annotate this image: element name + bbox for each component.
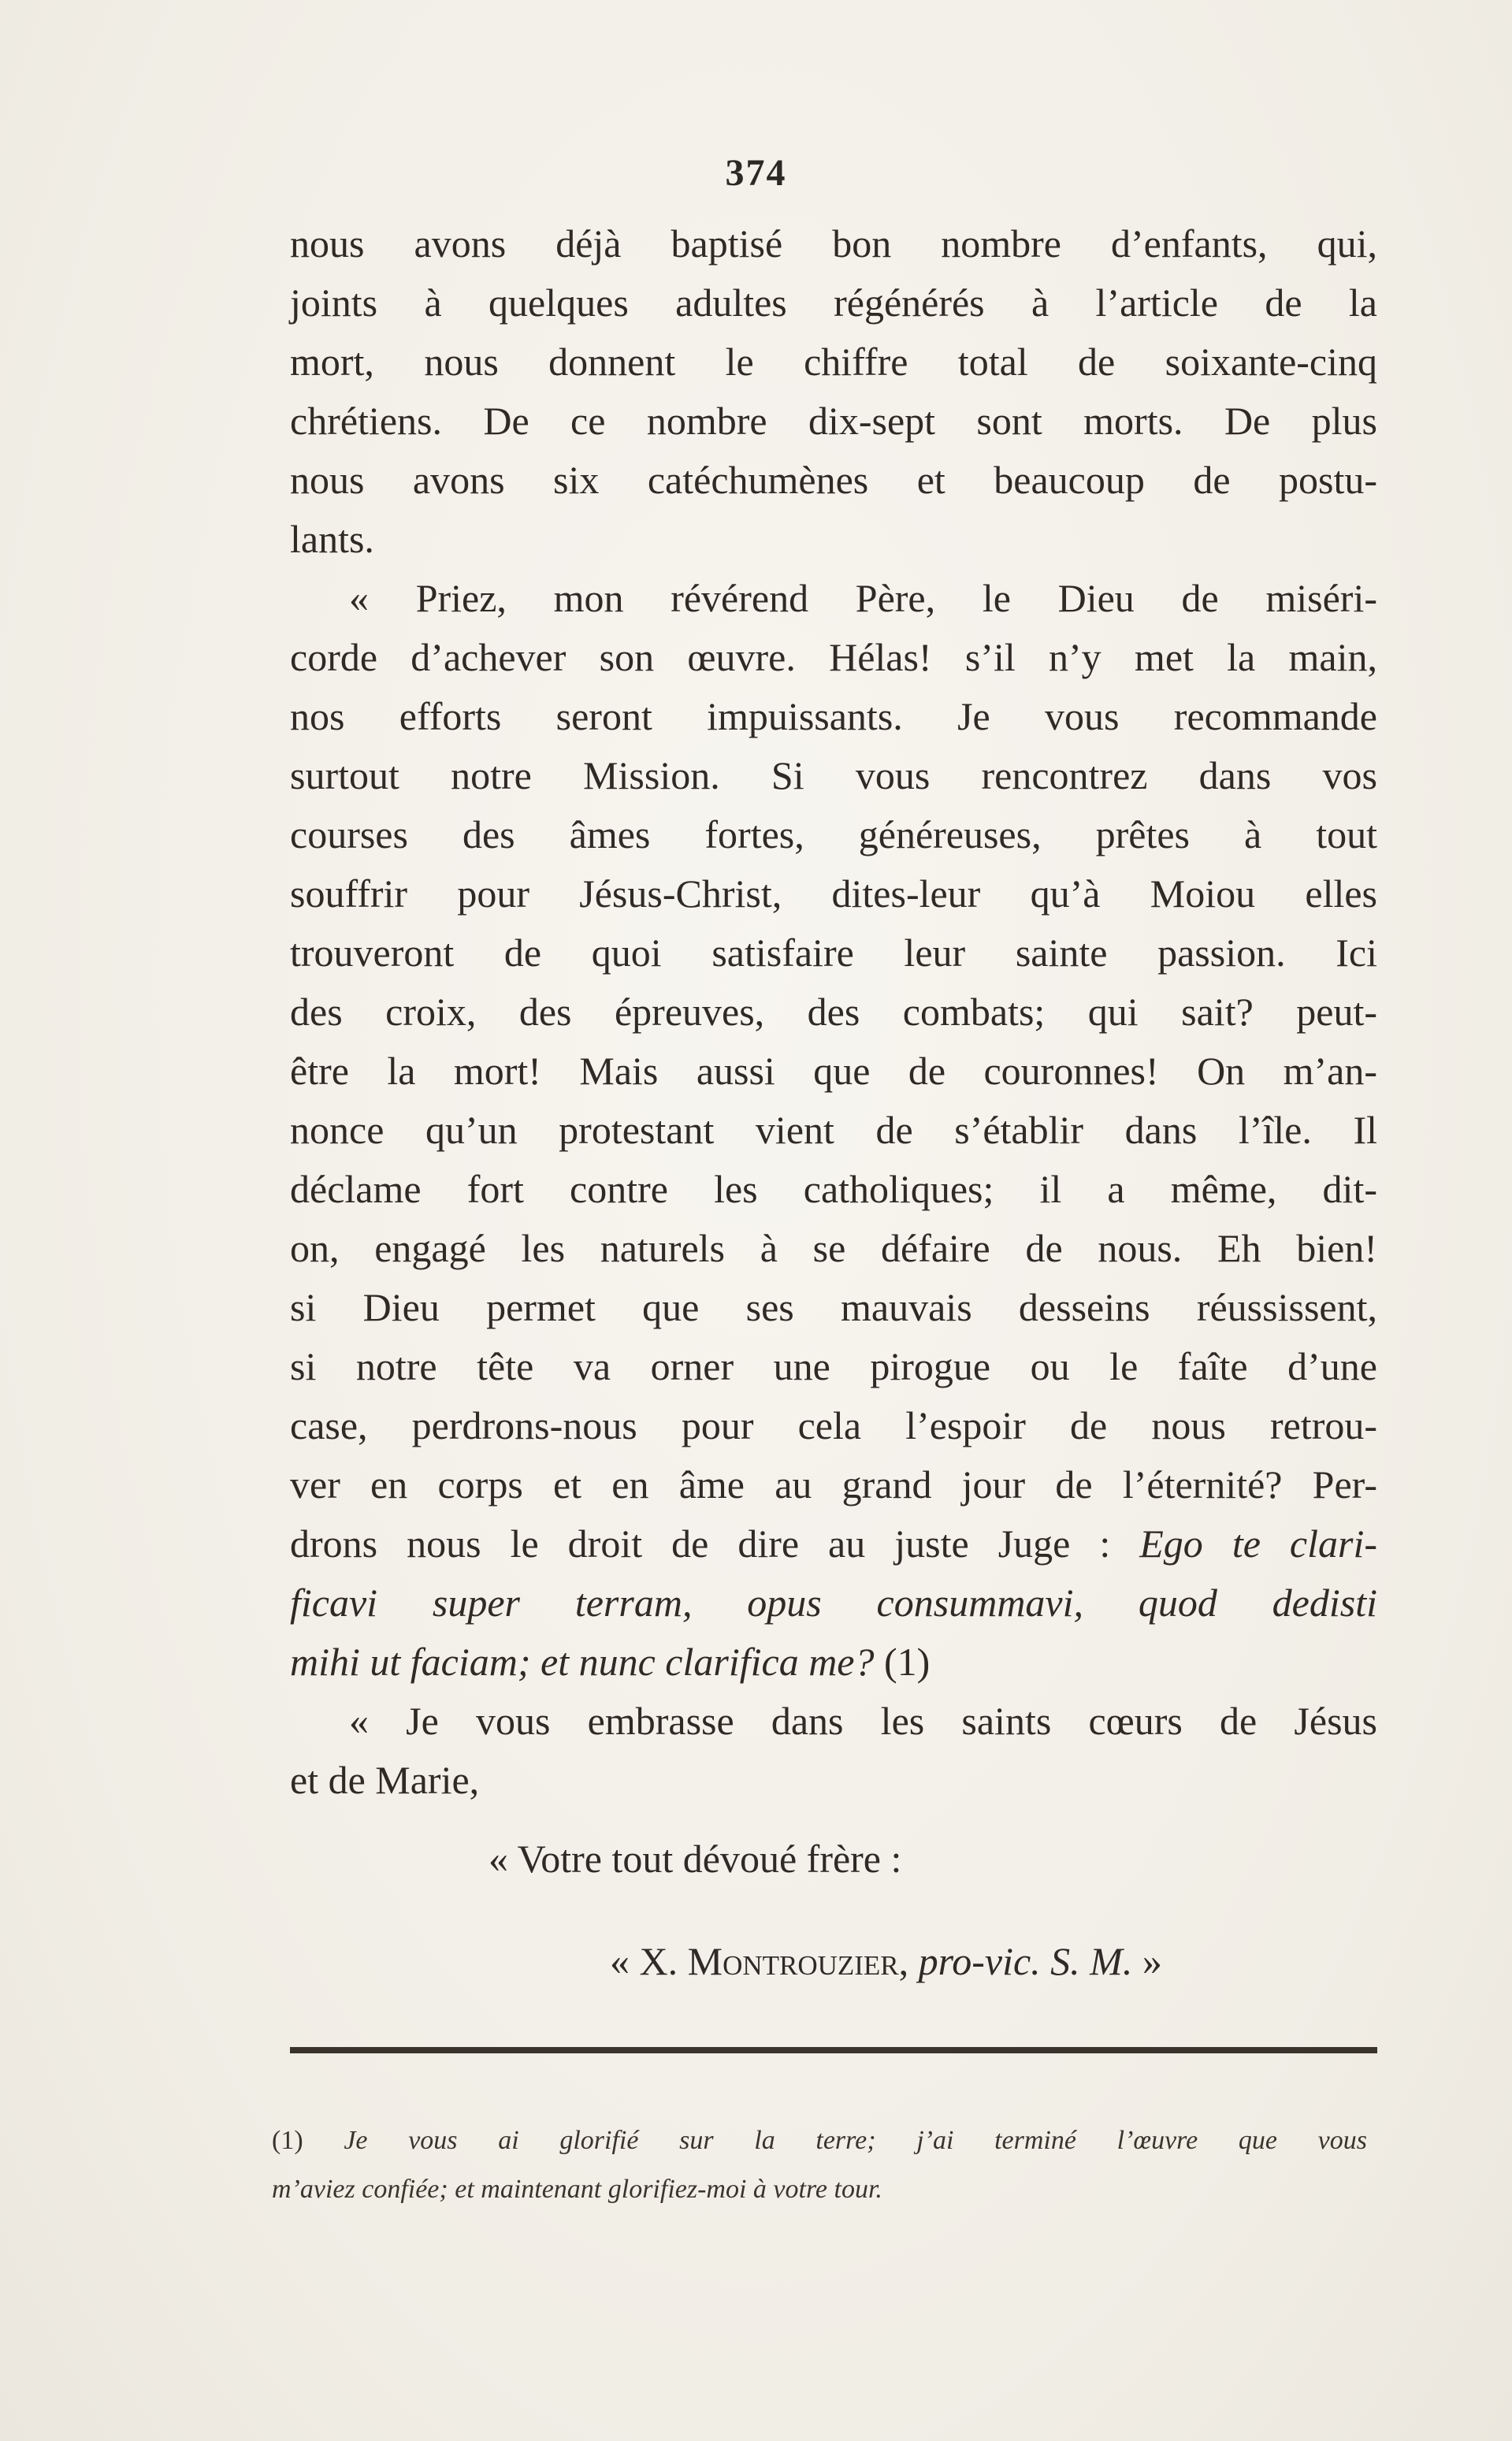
latin-quote-end-line xyxy=(290,1633,1377,1692)
text-line: surtout notre Mission. Si vous rencontrez dans vos xyxy=(290,753,1377,797)
footnote xyxy=(272,2116,1367,2214)
signature-prefix: « X. xyxy=(610,1939,688,1983)
text-line: souffrir pour Jésus-Christ, dites-leur qu’à Moiou elles xyxy=(290,871,1377,916)
footnote-line: m’aviez confiée; et maintenant glorifiez-moi à votre tour. xyxy=(272,2175,882,2204)
text-line: être la mort! Mais aussi que de couronnes! On m’an- xyxy=(290,1049,1377,1093)
signature-separator: , xyxy=(898,1939,919,1983)
text-line: déclame fort contre les catholiques; il a même, dit- xyxy=(290,1167,1377,1211)
text-line: et de Marie, xyxy=(290,1758,480,1802)
signature-title: pro-vic. S. M. xyxy=(918,1939,1133,1983)
signature-suffix: » xyxy=(1132,1939,1162,1983)
closing-salutation: « Votre tout dévoué frère : xyxy=(489,1837,902,1881)
footnote-reference[interactable]: (1) xyxy=(884,1640,931,1684)
text-line: ver en corps et en âme au grand jour de l’éternité? Per- xyxy=(290,1462,1377,1507)
text-line: corde d’achever son œuvre. Hélas! s’il n’y met la main, xyxy=(290,635,1377,679)
text-line: courses des âmes fortes, généreuses, prêtes à tout xyxy=(290,812,1377,856)
text-line: des croix, des épreuves, des combats; qui sait? peut- xyxy=(290,990,1377,1034)
text-line: « Priez, mon révérend Père, le Dieu de miséri- xyxy=(349,576,1377,620)
text-line: si Dieu permet que ses mauvais desseins réussissent, xyxy=(290,1285,1377,1329)
latin-quote-start: Ego te clari- xyxy=(1139,1521,1377,1566)
text-segment: drons nous le droit de dire au juste Juge : xyxy=(290,1521,1111,1566)
footnote-separator-rule xyxy=(290,2047,1377,2053)
text-line: joints à quelques adultes régénérés à l’article de la xyxy=(290,281,1377,325)
signature-name: Montrouzier xyxy=(687,1939,899,1983)
text-line: nous avons déjà baptisé bon nombre d’enfants, qui, xyxy=(290,221,1377,266)
text-line: lants. xyxy=(290,517,374,561)
text-line: case, perdrons-nous pour cela l’espoir de nous retrou- xyxy=(290,1403,1377,1447)
body-text xyxy=(290,214,1377,1810)
text-line-with-latin xyxy=(290,1514,1377,1573)
signature xyxy=(610,1932,1162,1991)
text-line: nonce qu’un protestant vient de s’établir dans l’île. Il xyxy=(290,1108,1377,1152)
footnote-line xyxy=(272,2116,1367,2165)
footnote-label: (1) xyxy=(272,2126,303,2155)
text-line: mort, nous donnent le chiffre total de soixante-cinq xyxy=(290,340,1377,384)
text-line: « Je vous embrasse dans les saints cœurs de Jésus xyxy=(349,1699,1377,1743)
text-line: chrétiens. De ce nombre dix-sept sont morts. De plus xyxy=(290,399,1377,443)
text-line: trouveront de quoi satisfaire leur sainte passion. Ici xyxy=(290,931,1377,975)
page-number: 374 xyxy=(725,152,787,194)
text-line: nos efforts seront impuissants. Je vous recommande xyxy=(290,694,1377,738)
latin-quote-end: mihi ut faciam; et nunc clarifica me? xyxy=(290,1640,875,1684)
text-line: nous avons six catéchumènes et beaucoup de postu- xyxy=(290,458,1377,502)
text-line: si notre tête va orner une pirogue ou le faîte d’une xyxy=(290,1344,1377,1388)
text-line: on, engagé les naturels à se défaire de nous. Eh bien! xyxy=(290,1226,1377,1270)
footnote-text: Je vous ai glorifié sur la terre; j’ai terminé l’œuvre que vous xyxy=(344,2126,1368,2155)
latin-quote-line: ficavi super terram, opus consummavi, quod dedisti xyxy=(290,1581,1377,1625)
